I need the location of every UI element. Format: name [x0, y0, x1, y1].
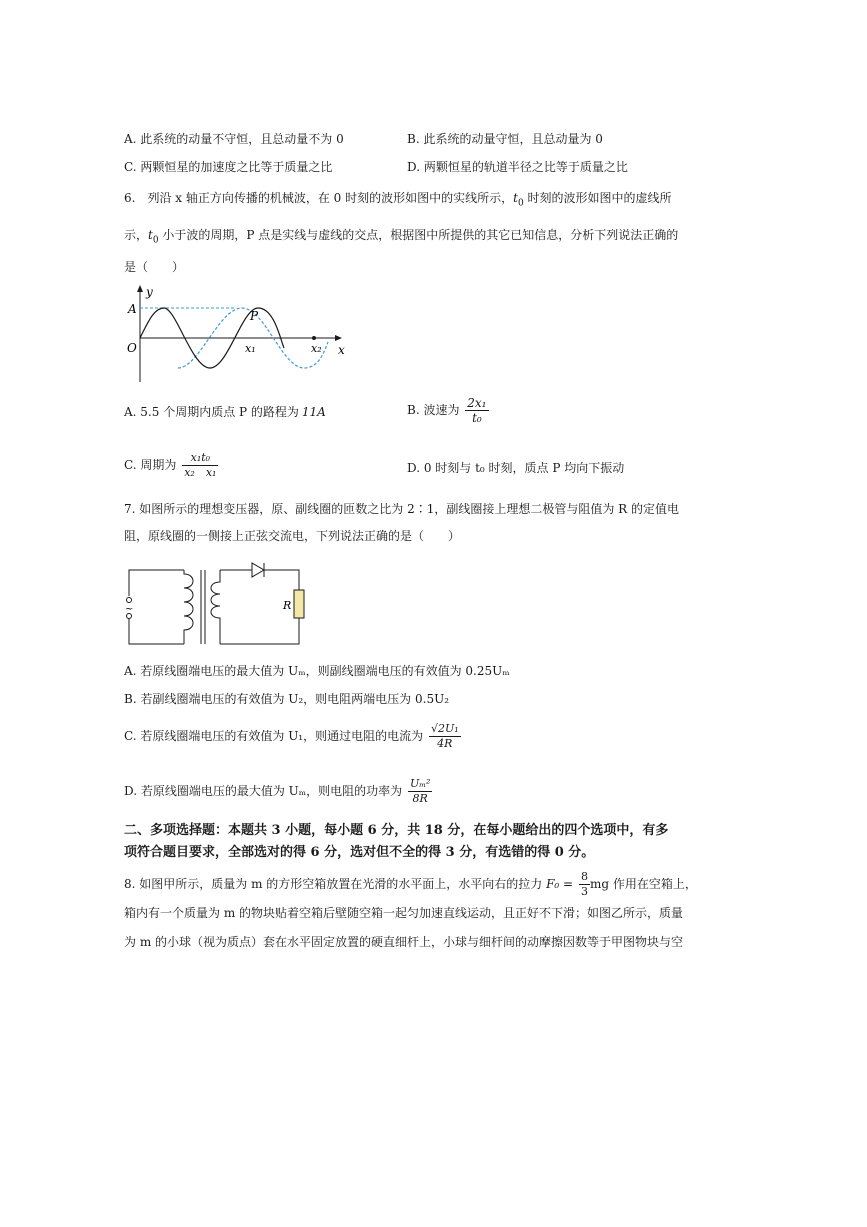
point-x2	[312, 336, 316, 340]
q6-option-d: D. 0 时刻与 t₀ 时刻，质点 P 均向下振动	[407, 461, 625, 475]
q8-stem-line3: 为 m 的小球（视为质点）套在水平固定放置的硬直细杆上，小球与细杆间的动摩擦因数等于甲图物块与空	[124, 935, 684, 949]
q6-option-c-text: C. 周期为	[124, 458, 177, 472]
q8-force-den: 3	[580, 885, 588, 898]
primary-wire	[129, 570, 184, 596]
q8-stem-text-b: mg 作用在空箱上，	[589, 877, 697, 891]
q8-stem-line2: 箱内有一个质量为 m 的物块贴着空箱后壁随空箱一起匀加速直线运动，且正好不下滑；如图乙所示，质量	[124, 906, 684, 920]
q7-option-c	[124, 722, 461, 751]
q6-option-b-num: 2x₁	[467, 396, 487, 410]
q6-wave-figure	[124, 282, 354, 384]
q8-stem-line1	[124, 870, 697, 899]
terminal-top	[127, 598, 132, 603]
q8-stem-text-a: 8. 如图甲所示，质量为 m 的方形空箱放置在光滑的水平面上，水平向右的拉力	[124, 877, 543, 891]
q7-option-c-den: 4R	[437, 737, 453, 750]
label-x1: x₁	[245, 342, 256, 355]
q5-option-b: B. 此系统的动量守恒，且总动量为 0	[407, 132, 603, 146]
label-x2: x₂	[311, 342, 322, 355]
q7-option-d-text: D. 若原线圈端电压的最大值为 Uₘ，则电阻的功率为	[124, 784, 403, 798]
q6-stem-line3: 是（ ）	[124, 260, 185, 274]
label-R: R	[283, 599, 292, 612]
q6-option-a-text: A. 5.5 个周期内质点 P 的路程为	[124, 405, 299, 419]
q6-option-c-fraction	[182, 451, 218, 480]
secondary-wire-right	[264, 570, 299, 590]
q7-option-d	[124, 777, 432, 806]
q6-stem2-text-a: 示，	[124, 228, 149, 242]
q7-option-c-text: C. 若原线圈端电压的有效值为 U₁，则通过电阻的电流为	[124, 729, 424, 743]
q6-option-c	[124, 451, 218, 480]
primary-coil	[184, 570, 193, 644]
q8-force-symbol: F₀ =	[546, 877, 574, 891]
q6-stem2-text-d: 小于波的周期，P 点是实线与虚线的交点，根据图中所提供的其它已知信息，分析下列说法正确的	[158, 228, 679, 242]
q6-stem-line1	[124, 190, 672, 211]
q6-stem-text-d: 时刻的波形如图中的虚线所	[523, 191, 672, 205]
q7-option-d-den: 8R	[412, 792, 428, 805]
q6-stem-t-sub: 0	[517, 198, 524, 209]
q6-stem2-t-sub: 0	[152, 235, 159, 246]
primary-wire-bottom	[129, 618, 184, 644]
secondary-wire-bottom	[220, 618, 299, 644]
q6-option-a-value: 11A	[301, 405, 326, 419]
q7-option-c-num: √2U₁	[430, 722, 459, 735]
q6-option-c-num: x₁t₀	[182, 451, 218, 466]
q6-option-b	[407, 396, 489, 425]
q6-option-b-den: t₀	[472, 411, 482, 425]
q6-option-b-fraction	[465, 396, 488, 425]
q6-option-b-text: B. 波速为	[407, 403, 460, 417]
q6-stem-text-a: 6. 列沿 x 轴正方向传播的机械波，在 0 时刻的波形如图中的实线所示，	[124, 191, 514, 205]
q7-stem-line2: 阻，原线圈的一侧接上正弦交流电，下列说法正确的是（ ）	[124, 529, 461, 543]
label-A: A	[128, 302, 137, 316]
resistor-icon	[294, 590, 304, 618]
section2-heading-line1: 二、多项选择题：本题共 3 小题，每小题 6 分，共 18 分，在每小题给出的四个选项中，有多	[124, 823, 669, 838]
label-O: O	[127, 341, 137, 355]
q8-force-fraction	[579, 870, 590, 899]
q7-option-b: B. 若副线圈端电压的有效值为 U₂，则电阻两端电压为 0.5U₂	[124, 692, 450, 706]
q5-option-d: D. 两颗恒星的轨道半径之比等于质量之比	[407, 160, 628, 174]
q7-option-d-fraction	[408, 777, 432, 806]
q7-option-c-fraction	[429, 722, 461, 751]
y-axis-arrow	[137, 285, 143, 292]
q6-option-c-den: x₂ x₁	[184, 466, 217, 479]
q8-force-num: 8	[580, 870, 588, 883]
q7-option-d-num: Uₘ²	[409, 777, 431, 790]
q6-stem-line2	[124, 227, 678, 248]
label-P: P	[250, 309, 259, 323]
q7-stem-line1: 7. 如图所示的理想变压器，原、副线圈的匝数之比为 2∶1，副线圈接上理想二极管与阻值为 R 的定值电	[124, 502, 680, 516]
q7-transformer-circuit	[124, 556, 306, 652]
q6-option-a	[124, 404, 326, 420]
q6-stem2-t: t	[148, 228, 153, 242]
q5-option-c: C. 两颗恒星的加速度之比等于质量之比	[124, 160, 333, 174]
q7-option-a: A. 若原线圈端电压的最大值为 Uₘ，则副线圈端电压的有效值为 0.25Uₘ	[124, 664, 510, 678]
q5-option-a: A. 此系统的动量不守恒，且总动量不为 0	[124, 132, 344, 146]
q6-stem-t: t	[513, 191, 518, 205]
x-axis-arrow	[335, 335, 342, 341]
label-x: x	[338, 343, 345, 357]
ac-source-symbol: ~	[125, 604, 134, 615]
section2-heading-line2: 项符合题目要求，全部选对的得 6 分，选对但不全的得 3 分，有选错的得 0 分。	[124, 845, 595, 860]
diode-icon	[252, 563, 264, 577]
secondary-coil	[211, 570, 220, 644]
label-y: y	[146, 285, 153, 299]
